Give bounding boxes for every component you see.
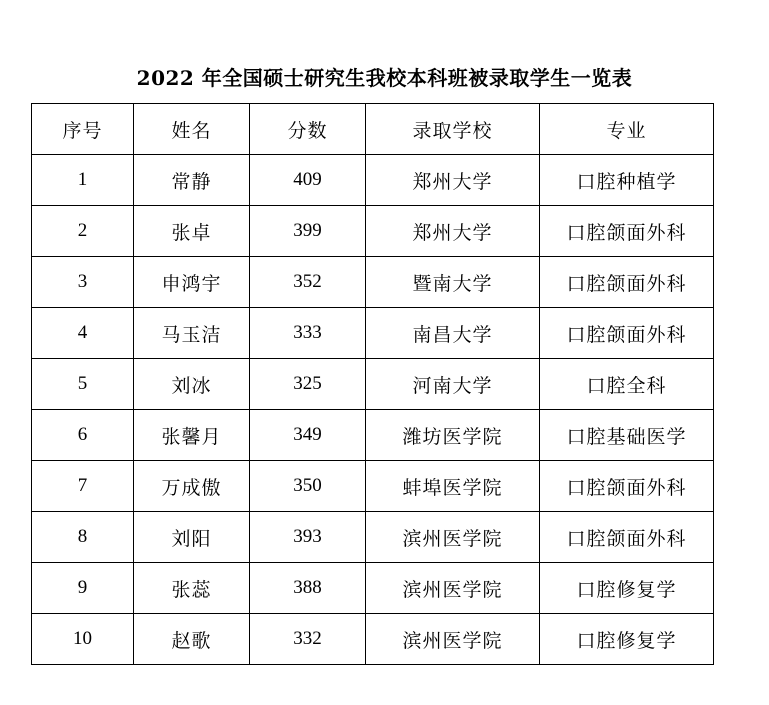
cell-score: 325 [250, 359, 366, 410]
cell-school: 蚌埠医学院 [366, 461, 540, 512]
cell-index: 9 [32, 563, 134, 614]
table-row [32, 410, 714, 461]
cell-index: 6 [32, 410, 134, 461]
cell-score: 399 [250, 206, 366, 257]
cell-score: 409 [250, 155, 366, 206]
cell-name: 申鸿宇 [134, 257, 250, 308]
cell-index: 8 [32, 512, 134, 563]
table-row [32, 461, 714, 512]
cell-index: 5 [32, 359, 134, 410]
cell-score: 352 [250, 257, 366, 308]
cell-index: 10 [32, 614, 134, 665]
table-row [32, 614, 714, 665]
table-row [32, 359, 714, 410]
cell-major: 口腔种植学 [540, 155, 714, 206]
cell-school: 郑州大学 [366, 206, 540, 257]
cell-name: 万成傲 [134, 461, 250, 512]
table-row [32, 257, 714, 308]
cell-name: 赵歌 [134, 614, 250, 665]
cell-score: 350 [250, 461, 366, 512]
cell-major: 口腔颌面外科 [540, 461, 714, 512]
cell-name: 刘冰 [134, 359, 250, 410]
cell-index: 1 [32, 155, 134, 206]
cell-major: 口腔修复学 [540, 614, 714, 665]
table-row [32, 512, 714, 563]
header-name: 姓名 [134, 104, 250, 155]
cell-major: 口腔颌面外科 [540, 206, 714, 257]
cell-school: 滨州医学院 [366, 512, 540, 563]
cell-score: 349 [250, 410, 366, 461]
cell-index: 4 [32, 308, 134, 359]
document-title: 2022 年全国硕士研究生我校本科班被录取学生一览表 [136, 66, 633, 90]
cell-major: 口腔全科 [540, 359, 714, 410]
cell-major: 口腔基础医学 [540, 410, 714, 461]
cell-major: 口腔颌面外科 [540, 308, 714, 359]
admissions-table [31, 103, 714, 665]
table-row [32, 206, 714, 257]
cell-score: 333 [250, 308, 366, 359]
header-score: 分数 [250, 104, 366, 155]
cell-major: 口腔修复学 [540, 563, 714, 614]
cell-school: 潍坊医学院 [366, 410, 540, 461]
cell-school: 滨州医学院 [366, 563, 540, 614]
cell-score: 332 [250, 614, 366, 665]
cell-school: 滨州医学院 [366, 614, 540, 665]
cell-score: 388 [250, 563, 366, 614]
cell-index: 3 [32, 257, 134, 308]
cell-index: 2 [32, 206, 134, 257]
cell-score: 393 [250, 512, 366, 563]
cell-school: 南昌大学 [366, 308, 540, 359]
cell-name: 张蕊 [134, 563, 250, 614]
cell-index: 7 [32, 461, 134, 512]
header-major: 专业 [540, 104, 714, 155]
table-header-row [32, 104, 714, 155]
cell-major: 口腔颌面外科 [540, 257, 714, 308]
cell-school: 暨南大学 [366, 257, 540, 308]
cell-name: 常静 [134, 155, 250, 206]
cell-name: 张卓 [134, 206, 250, 257]
table-row [32, 563, 714, 614]
table-row [32, 308, 714, 359]
cell-major: 口腔颌面外科 [540, 512, 714, 563]
header-school: 录取学校 [366, 104, 540, 155]
cell-school: 河南大学 [366, 359, 540, 410]
cell-school: 郑州大学 [366, 155, 540, 206]
table-row [32, 155, 714, 206]
header-index: 序号 [32, 104, 134, 155]
cell-name: 张馨月 [134, 410, 250, 461]
cell-name: 刘阳 [134, 512, 250, 563]
cell-name: 马玉洁 [134, 308, 250, 359]
